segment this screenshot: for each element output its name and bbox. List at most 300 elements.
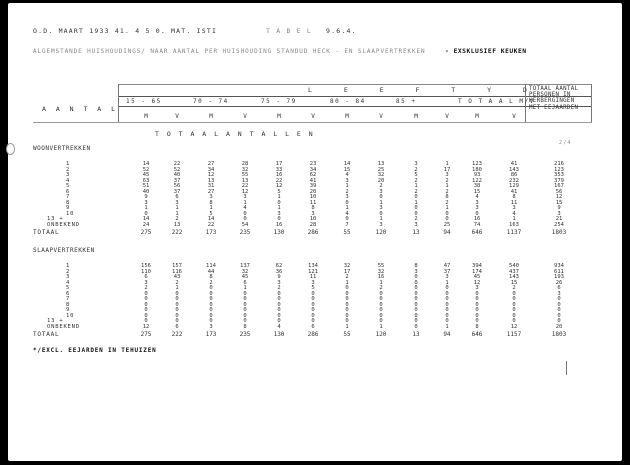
table-cell: 0 xyxy=(243,301,247,308)
header-line: O.D. MAART 1933 41. 4 5 0. MAT. ISTI xyxy=(33,27,218,35)
table-cell: 12 xyxy=(142,323,150,330)
table-cell: 1 xyxy=(445,205,449,211)
row-label: 6 xyxy=(66,290,71,297)
table-cell: 0 xyxy=(209,318,213,324)
table-cell: 123 xyxy=(472,161,482,167)
table-cell: 0 xyxy=(243,312,247,319)
table-cell: 13 xyxy=(207,177,215,184)
table-cell: 62 xyxy=(309,172,317,178)
table-cell: 0 xyxy=(243,296,247,302)
table-cell: 0 xyxy=(445,318,449,324)
total-cell: 1137 xyxy=(506,229,522,236)
table-cell: 167 xyxy=(554,183,564,189)
table-cell: 3 xyxy=(512,205,516,211)
table-cell: 28 xyxy=(241,161,249,167)
table-cell: 1 xyxy=(144,205,148,211)
table-cell: 1 xyxy=(345,279,349,286)
table-cell: 8 xyxy=(311,205,315,211)
table-cell: 3 xyxy=(475,199,479,206)
total-cell: 286 xyxy=(307,229,319,236)
table-cell: 62 xyxy=(275,263,283,269)
table-cell: 0 xyxy=(414,194,418,200)
table-cell: 6 xyxy=(557,285,561,291)
table-cell: 0 xyxy=(345,296,349,302)
total-cell: 275 xyxy=(140,331,152,338)
table-cell: 0 xyxy=(414,290,418,297)
sex-label: V xyxy=(311,113,315,120)
table-cell: 16 xyxy=(275,172,283,178)
table-cell: 9 xyxy=(144,194,148,200)
table-cell: 0 xyxy=(144,290,148,297)
table-cell: 1 xyxy=(379,216,383,222)
rule xyxy=(118,96,592,97)
row-label: 7 xyxy=(66,194,71,200)
total-cell: 646 xyxy=(471,229,483,236)
table-cell: 2 xyxy=(379,183,383,189)
table-cell: 3 xyxy=(379,205,383,211)
table-cell: 8 xyxy=(475,323,479,330)
table-cell: 17 xyxy=(343,268,351,275)
age-group-label: 80 - 84 xyxy=(330,98,366,105)
table-cell: 0 xyxy=(414,323,418,330)
table-cell: 14 xyxy=(207,216,215,222)
table-cell: 2 xyxy=(414,216,418,222)
table-cell: 3 xyxy=(414,221,418,228)
table-cell: 20 xyxy=(309,188,317,195)
table-cell: 0 xyxy=(379,296,383,302)
row-label: 2 xyxy=(66,166,71,173)
table-cell: 43 xyxy=(173,274,181,280)
table-cell: 1 xyxy=(345,183,349,189)
table-cell: 0 xyxy=(379,290,383,297)
table-cell: 12 xyxy=(510,323,518,330)
table-cell: 14 xyxy=(343,161,351,167)
table-cell: 110 xyxy=(141,268,151,275)
table-cell: 13 xyxy=(241,177,249,184)
table-cell: 2 xyxy=(445,199,449,206)
table-cell: 93 xyxy=(473,172,481,178)
table-cell: 2 xyxy=(144,285,148,291)
table-cell: 180 xyxy=(472,166,482,173)
age-group-label: 85 + xyxy=(396,98,417,105)
table-cell: 5 xyxy=(414,172,418,178)
table-cell: 0 xyxy=(243,210,247,217)
row-label: 2 xyxy=(66,268,71,275)
table-cell: 12 xyxy=(555,194,563,200)
table-cell: 1 xyxy=(345,323,349,330)
table-cell: 0 xyxy=(345,285,349,291)
table-cell: 16 xyxy=(275,221,283,228)
table-cell: 3 xyxy=(345,177,349,184)
table-cell: 45 xyxy=(142,172,150,178)
table-cell: 0 xyxy=(277,296,281,302)
table-cell: 0 xyxy=(277,301,281,308)
table-cell: 0 xyxy=(414,318,418,324)
table-cell: 2 xyxy=(445,177,449,184)
table-cell: 33 xyxy=(275,166,283,173)
table-cell: 0 xyxy=(243,307,247,313)
sex-label: V xyxy=(445,113,449,120)
table-cell: 15 xyxy=(343,166,351,173)
table-cell: 1 xyxy=(175,285,179,291)
table-cell: 0 xyxy=(557,301,561,308)
table-cell: 0 xyxy=(557,318,561,324)
table-cell: 1 xyxy=(243,199,247,206)
table-cell: 41 xyxy=(510,161,518,167)
table-cell: 32 xyxy=(241,268,249,275)
table-cell: 44 xyxy=(207,268,215,275)
totaal-label: TOTAAL xyxy=(33,331,60,338)
table-cell: 934 xyxy=(554,263,564,269)
total-cell: 222 xyxy=(171,229,183,236)
table-cell: 51 xyxy=(142,183,150,189)
table-cell: 174 xyxy=(472,268,482,275)
table-cell: 0 xyxy=(512,301,516,308)
rule xyxy=(118,106,592,107)
table-cell: 1 xyxy=(379,279,383,286)
total-cell: 235 xyxy=(239,331,251,338)
row-label: 6 xyxy=(66,188,71,195)
row-label: 3 xyxy=(66,274,71,280)
table-cell: 116 xyxy=(172,268,182,275)
totaal-antallen: T O T A A L A N T A L L E N xyxy=(155,130,315,138)
table-cell: 15 xyxy=(510,279,518,286)
table-cell: 0 xyxy=(414,274,418,280)
total-cell: 222 xyxy=(171,331,183,338)
table-cell: 25 xyxy=(377,166,385,173)
table-cell: 0 xyxy=(209,296,213,302)
table-cell: 0 xyxy=(414,285,418,291)
total-cell: 173 xyxy=(205,229,217,236)
table-cell: 16 xyxy=(473,216,481,222)
table-cell: 1 xyxy=(243,285,247,291)
table-cell: 1 xyxy=(445,279,449,286)
table-cell: 32 xyxy=(377,268,385,275)
totaal-aantal-header: TOTAAL AANTAL PERSONEN IN HERBERGINGEN MET EEJAARDEN xyxy=(529,86,579,111)
table-cell: 12 xyxy=(207,172,215,178)
table-cell: 63 xyxy=(142,177,150,184)
table-cell: 3 xyxy=(414,268,418,275)
table-cell: 40 xyxy=(173,172,181,178)
table-cell: 0 xyxy=(175,318,179,324)
table-cell: 232 xyxy=(509,177,519,184)
table-cell: 14 xyxy=(142,216,150,222)
table-cell: 0 xyxy=(512,307,516,313)
table-cell: 0 xyxy=(311,290,315,297)
table-cell: 216 xyxy=(554,161,564,167)
table-cell: 14 xyxy=(142,161,150,167)
table-cell: 17 xyxy=(275,161,283,167)
table-cell: 3 xyxy=(345,194,349,200)
aantal-label: A A N T A L xyxy=(42,105,119,113)
table-cell: 0 xyxy=(557,307,561,313)
total-cell: 120 xyxy=(375,229,387,236)
table-cell: 2 xyxy=(512,285,516,291)
table-cell: 0 xyxy=(512,312,516,319)
table-cell: 0 xyxy=(144,318,148,324)
table-cell: 2 xyxy=(209,279,213,286)
sex-label: M xyxy=(475,113,479,120)
table-cell: 0 xyxy=(345,318,349,324)
table-cell: 36 xyxy=(275,268,283,275)
table-cell: 0 xyxy=(243,290,247,297)
table-cell: 55 xyxy=(377,263,385,269)
table-cell: 0 xyxy=(144,312,148,319)
table-cell: 2 xyxy=(345,188,349,195)
table-cell: 0 xyxy=(311,312,315,319)
table-cell: 9 xyxy=(557,205,561,211)
table-cell: 2 xyxy=(414,177,418,184)
table-cell: 2 xyxy=(175,216,179,222)
table-cell: 4 xyxy=(277,323,281,330)
total-cell: 130 xyxy=(273,229,285,236)
table-cell: 0 xyxy=(345,216,349,222)
table-cell: 0 xyxy=(144,296,148,302)
margin-mark xyxy=(566,361,567,375)
table-cell: 123 xyxy=(554,166,564,173)
table-cell: 353 xyxy=(554,172,564,178)
table-cell: 3 xyxy=(475,205,479,211)
table-cell: 3 xyxy=(557,290,561,297)
total-cell: 13 xyxy=(412,229,420,236)
table-cell: 2 xyxy=(345,274,349,280)
sex-label: M xyxy=(277,113,281,120)
age-group-label: 75 - 79 xyxy=(261,98,297,105)
table-cell: 1 xyxy=(445,323,449,330)
table-cell: 0 xyxy=(445,290,449,297)
table-cell: 0 xyxy=(144,307,148,313)
sex-label: V xyxy=(175,113,179,120)
table-cell: 21 xyxy=(555,216,563,222)
table-cell: 1 xyxy=(277,205,281,211)
table-cell: 0 xyxy=(379,194,383,200)
row-label: 5 xyxy=(66,183,71,189)
table-cell: 1 xyxy=(512,216,516,222)
table-cell: 6 xyxy=(175,323,179,330)
table-cell: 25 xyxy=(443,221,451,228)
table-cell: 0 xyxy=(445,312,449,319)
table-cell: 114 xyxy=(206,263,216,269)
table-cell: 0 xyxy=(475,296,479,302)
total-cell: 286 xyxy=(307,331,319,338)
table-cell: 34 xyxy=(309,166,317,173)
table-cell: 52 xyxy=(142,166,150,173)
table-cell: 15 xyxy=(473,188,481,195)
table-cell: 1 xyxy=(277,194,281,200)
table-cell: 379 xyxy=(554,177,564,184)
row-label: 10 xyxy=(66,210,75,217)
table-cell: 3 xyxy=(414,161,418,167)
total-cell: 120 xyxy=(375,331,387,338)
table-subtitle: ALGEMSTANDE HUISHOUDINGS/ NAAR AANTAL PER HUISHOUDING STANDUD HECK - EN SLAAPVERTREKKEN xyxy=(33,48,426,55)
table-cell: 163 xyxy=(509,221,519,228)
punch-hole xyxy=(6,143,15,155)
table-cell: 9 xyxy=(277,274,281,280)
table-cell: 1 xyxy=(379,199,383,206)
table-cell: 31 xyxy=(207,183,215,189)
table-cell: 45 xyxy=(241,274,249,280)
table-cell: 8 xyxy=(209,199,213,206)
table-cell: 15 xyxy=(555,199,563,206)
table-cell: 0 xyxy=(445,285,449,291)
table-cell: 26 xyxy=(555,279,563,286)
table-cell: 2 xyxy=(414,188,418,195)
row-label: 8 xyxy=(66,301,71,308)
rule xyxy=(118,84,119,122)
sex-label: V xyxy=(512,113,516,120)
table-cell: 3 xyxy=(209,194,213,200)
table-cell: 8 xyxy=(445,194,449,200)
table-cell: 0 xyxy=(512,290,516,297)
age-group-label: T O T A A L M/V xyxy=(458,98,535,105)
table-cell: 0 xyxy=(379,301,383,308)
table-cell: 540 xyxy=(509,263,519,269)
totaal-label: TOTAAL xyxy=(33,229,60,236)
table-cell: 122 xyxy=(472,177,482,184)
table-cell: 0 xyxy=(209,301,213,308)
table-cell: 11 xyxy=(309,199,317,206)
table-cell: 1 xyxy=(414,199,418,206)
table-cell: 0 xyxy=(379,210,383,217)
table-cell: 0 xyxy=(277,312,281,319)
table-cell: 4 xyxy=(512,210,516,217)
sex-label: M xyxy=(414,113,418,120)
row-label: 8 xyxy=(66,199,71,206)
table-cell: 0 xyxy=(445,301,449,308)
table-cell: 13 xyxy=(173,221,181,228)
table-cell: 0 xyxy=(445,210,449,217)
table-cell: 0 xyxy=(243,216,247,222)
row-label: 7 xyxy=(66,296,71,302)
table-id-prefix: T A B E L xyxy=(266,27,313,35)
table-cell: 0 xyxy=(475,307,479,313)
table-cell: 27 xyxy=(207,161,215,167)
table-cell: 0 xyxy=(345,290,349,297)
table-cell: 0 xyxy=(277,318,281,324)
table-cell: 0 xyxy=(277,199,281,206)
table-cell: 2 xyxy=(277,285,281,291)
row-label: 3 xyxy=(66,172,71,178)
table-cell: 5 xyxy=(277,188,281,195)
table-cell: 7 xyxy=(345,221,349,228)
table-cell: 23 xyxy=(309,161,317,167)
table-cell: 0 xyxy=(557,312,561,319)
table-cell: 0 xyxy=(379,318,383,324)
sex-label: V xyxy=(243,113,247,120)
table-cell: 0 xyxy=(144,301,148,308)
table-cell: 27 xyxy=(207,188,215,195)
table-cell: 134 xyxy=(308,263,318,269)
table-cell: 45 xyxy=(473,274,481,280)
table-cell: 143 xyxy=(509,274,519,280)
table-cell: 0 xyxy=(209,290,213,297)
table-cell: 0 xyxy=(345,312,349,319)
footnote: */EXCL. EEJARDEN IN TEHUIZEN xyxy=(33,347,157,354)
table-cell: 143 xyxy=(509,166,519,173)
table-cell: 157 xyxy=(172,263,182,269)
table-cell: 0 xyxy=(175,290,179,297)
table-cell: 37 xyxy=(173,188,181,195)
table-cell: 22 xyxy=(241,183,249,189)
table-cell: 24 xyxy=(142,221,150,228)
table-cell: 2 xyxy=(175,279,179,286)
table-cell: 611 xyxy=(554,268,564,275)
rule xyxy=(591,84,592,122)
row-label: ONBEKEND xyxy=(47,323,80,330)
table-cell: 0 xyxy=(175,296,179,302)
table-cell: 47 xyxy=(443,263,451,269)
table-cell: 0 xyxy=(209,285,213,291)
table-cell: 3 xyxy=(175,199,179,206)
row-label: 10 xyxy=(66,312,75,319)
table-cell: 6 xyxy=(175,194,179,200)
table-cell: 3 xyxy=(379,221,383,228)
table-cell: 3 xyxy=(445,274,449,280)
table-cell: 156 xyxy=(141,263,151,269)
table-cell: 56 xyxy=(173,183,181,189)
total-cell: 55 xyxy=(343,331,351,338)
table-cell: 0 xyxy=(243,318,247,324)
table-cell: 56 xyxy=(555,188,563,195)
total-cell: 235 xyxy=(239,229,251,236)
table-cell: 3 xyxy=(557,210,561,217)
table-cell: 22 xyxy=(207,221,215,228)
table-cell: 0 xyxy=(311,301,315,308)
table-cell: 11 xyxy=(309,274,317,280)
table-cell: 0 xyxy=(475,312,479,319)
total-cell: 275 xyxy=(140,229,152,236)
table-cell: 2 xyxy=(379,285,383,291)
table-cell: 20 xyxy=(555,323,563,330)
table-cell: 1 xyxy=(379,323,383,330)
table-cell: 193 xyxy=(554,274,564,280)
table-cell: 3 xyxy=(475,285,479,291)
table-id: 9.6.4. xyxy=(326,27,357,35)
table-cell: 0 xyxy=(311,296,315,302)
table-cell: 0 xyxy=(175,301,179,308)
table-cell: 32 xyxy=(377,172,385,178)
table-cell: 0 xyxy=(475,210,479,217)
table-cell: 86 xyxy=(510,172,518,178)
table-cell: 0 xyxy=(414,301,418,308)
table-cell: 34 xyxy=(207,166,215,173)
table-cell: 1 xyxy=(175,210,179,217)
sex-label: M xyxy=(345,113,349,120)
total-cell: 13 xyxy=(412,331,420,338)
row-label: 13 + xyxy=(47,216,64,222)
table-subtitle-bold: - EXSKLUSIEF KEUKEN xyxy=(445,48,527,55)
table-cell: 0 xyxy=(311,318,315,324)
table-cell: 0 xyxy=(512,296,516,302)
table-cell: 10 xyxy=(309,194,317,200)
table-cell: 254 xyxy=(554,221,564,228)
row-label: 5 xyxy=(66,285,71,291)
total-cell: 1157 xyxy=(506,331,522,338)
row-label: 4 xyxy=(66,279,71,286)
table-cell: 0 xyxy=(175,312,179,319)
table-cell: 0 xyxy=(345,199,349,206)
table-cell: 1 xyxy=(175,205,179,211)
table-cell: 37 xyxy=(173,177,181,184)
table-cell: 2 xyxy=(414,166,418,173)
table-cell: 20 xyxy=(377,177,385,184)
table-cell: 0 xyxy=(475,318,479,324)
table-cell: 8 xyxy=(209,274,213,280)
table-cell: 4 xyxy=(243,205,247,211)
table-cell: 0 xyxy=(311,307,315,313)
table-cell: 0 xyxy=(557,296,561,302)
leeftyd-header: L E E F T Y D xyxy=(308,86,541,94)
